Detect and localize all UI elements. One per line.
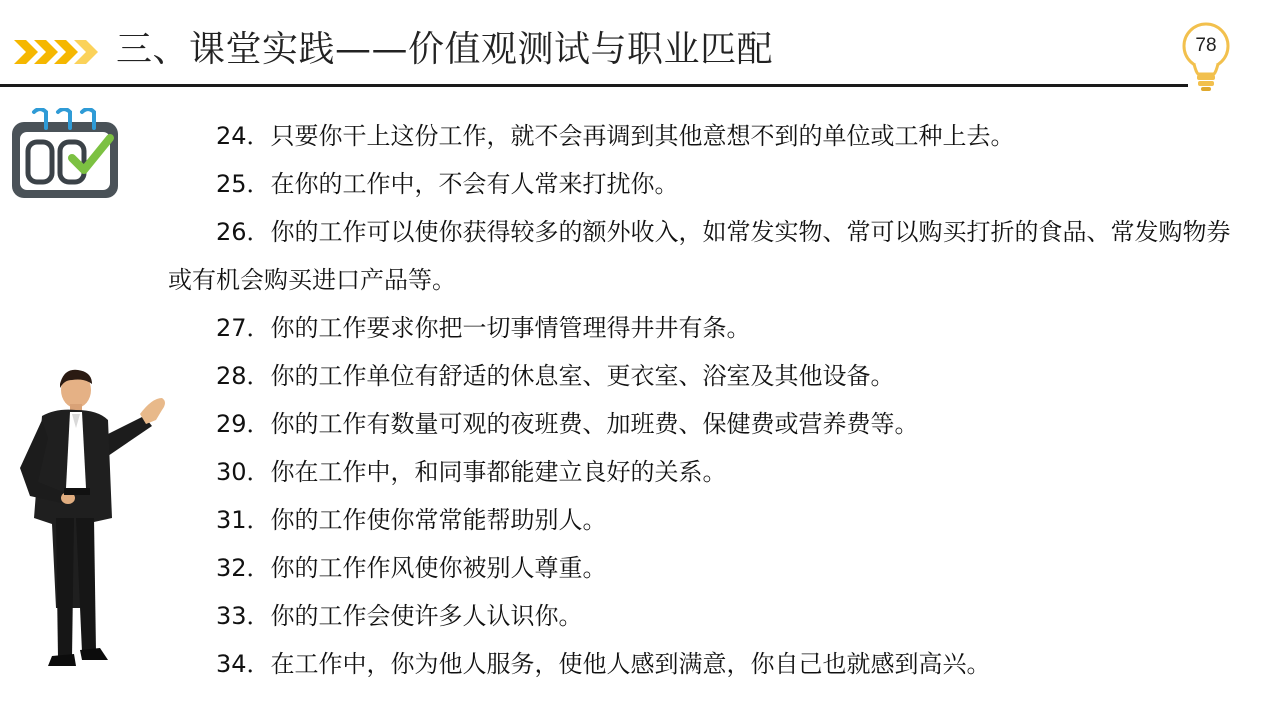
list-item: 28．你的工作单位有舒适的休息室、更衣室、浴室及其他设备。	[216, 362, 895, 390]
list-item: 24．只要你干上这份工作，就不会再调到其他意想不到的单位或工种上去。	[216, 122, 1015, 150]
calendar-check-icon	[10, 108, 122, 200]
list-item: 27．你的工作要求你把一切事情管理得井井有条。	[216, 314, 751, 342]
header-divider	[0, 84, 1188, 87]
slide-header	[0, 0, 1280, 90]
list-item: 30．你在工作中，和同事都能建立良好的关系。	[216, 458, 727, 486]
businessman-illustration	[12, 368, 172, 670]
questionnaire-list	[168, 112, 1248, 688]
list-item: 29．你的工作有数量可观的夜班费、加班费、保健费或营养费等。	[216, 410, 919, 438]
list-item: 26．你的工作可以使你获得较多的额外收入，如常发实物、常可以购买打折的食品、常发购物券或有机会购买进口产品等。	[168, 218, 1231, 294]
list-item: 33．你的工作会使许多人认识你。	[216, 602, 583, 630]
page-number: 78	[1195, 35, 1217, 56]
list-item: 31．你的工作使你常常能帮助别人。	[216, 506, 607, 534]
page-title: 三、课堂实践——价值观测试与职业匹配	[116, 29, 774, 70]
list-item: 25．在你的工作中，不会有人常来打扰你。	[216, 170, 679, 198]
chevron-arrows-icon	[14, 36, 100, 68]
list-item: 34．在工作中，你为他人服务，使他人感到满意，你自己也就感到高兴。	[216, 650, 991, 678]
list-item: 32．你的工作作风使你被别人尊重。	[216, 554, 607, 582]
